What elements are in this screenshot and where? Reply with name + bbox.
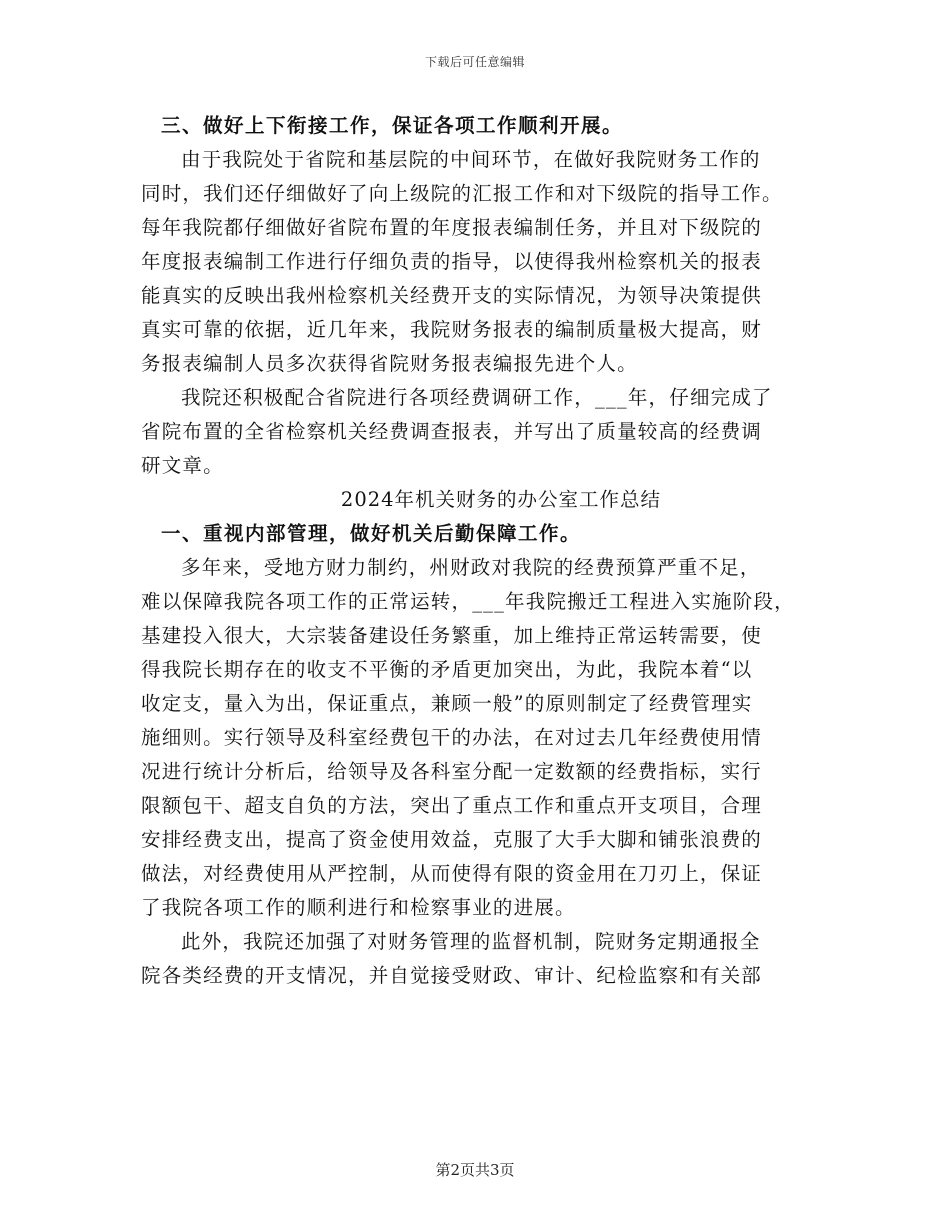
- section-three-paragraph-2: [141, 381, 821, 483]
- paragraph-line: 每年我院都仔细做好省院布置的年度报表编制任务，并且对下级院的: [141, 216, 763, 239]
- summary-paragraph-1: [141, 551, 821, 925]
- paragraph-line: 此外，我院还加强了对财务管理的监督机制，院财务定期通报全: [181, 930, 761, 953]
- paragraph-line: 安排经费支出，提高了资金使用效益，克服了大手大脚和铺张浪费的: [141, 828, 763, 851]
- paragraph-line: 况进行统计分析后，给领导及各科室分配一定数额的经费指标，实行: [141, 760, 763, 783]
- summary-heading: 一、重视内部管理，做好机关后勤保障工作。: [161, 522, 582, 545]
- paragraph-line: 真实可靠的依据，近几年来，我院财务报表的编制质量极大提高，财: [141, 318, 763, 341]
- paragraph-line: 省院布置的全省检察机关经费调查报表，并写出了质量较高的经费调: [141, 420, 763, 443]
- paragraph-line: 院各类经费的开支情况，并自觉接受财政、审计、纪检监察和有关部: [141, 964, 763, 987]
- paragraph-line: 多年来，受地方财力制约，州财政对我院的经费预算严重不足，: [181, 556, 761, 579]
- paragraph-line: 由于我院处于省院和基层院的中间环节，在做好我院财务工作的: [181, 148, 761, 171]
- paragraph-line: 年度报表编制工作进行仔细负责的指导，以使得我州检察机关的报表: [141, 250, 763, 273]
- paragraph-line: 得我院长期存在的收支不平衡的矛盾更加突出，为此，我院本着“以: [141, 658, 753, 681]
- paragraph-line: 同时，我们还仔细做好了向上级院的汇报工作和对下级院的指导工作。: [141, 182, 783, 205]
- paragraph-line: 研文章。: [141, 454, 224, 477]
- document-title: 2024年机关财务的办公室工作总结: [340, 488, 662, 511]
- paragraph-line: 难以保障我院各项工作的正常运转，___年我院搬迁工程进入实施阶段，: [141, 590, 795, 613]
- document-body: [141, 109, 821, 993]
- section-three-heading: 三、做好上下衔接工作，保证各项工作顺利开展。: [161, 114, 624, 137]
- paragraph-line: 施细则。实行领导及科室经费包干的办法，在对过去几年经费使用情: [141, 726, 763, 749]
- paragraph-line: 务报表编制人员多次获得省院财务报表编报先进个人。: [141, 352, 638, 375]
- summary-paragraph-2: [141, 925, 821, 993]
- paragraph-line: 基建投入很大，大宗装备建设任务繁重，加上维持正常运转需要，使: [141, 624, 763, 647]
- paragraph-line: 了我院各项工作的顺利进行和检察事业的进展。: [141, 896, 576, 919]
- section-three-paragraph-1: [141, 143, 821, 381]
- paragraph-line: 收定支，量入为出，保证重点，兼顾一般”的原则制定了经费管理实: [141, 692, 753, 715]
- paragraph-line: 限额包干、超支自负的方法，突出了重点工作和重点开支项目，合理: [141, 794, 763, 817]
- paragraph-line: 能真实的反映出我州检察机关经费开支的实际情况，为领导决策提供: [141, 284, 763, 307]
- header-note: 下载后可任意编辑: [424, 55, 525, 69]
- paragraph-line: 我院还积极配合省院进行各项经费调研工作，___年，仔细完成了: [181, 386, 773, 409]
- paragraph-line: 做法，对经费使用从严控制，从而使得有限的资金用在刀刃上，保证: [141, 862, 763, 885]
- page-number-footer: 第2页共3页: [435, 1161, 515, 1179]
